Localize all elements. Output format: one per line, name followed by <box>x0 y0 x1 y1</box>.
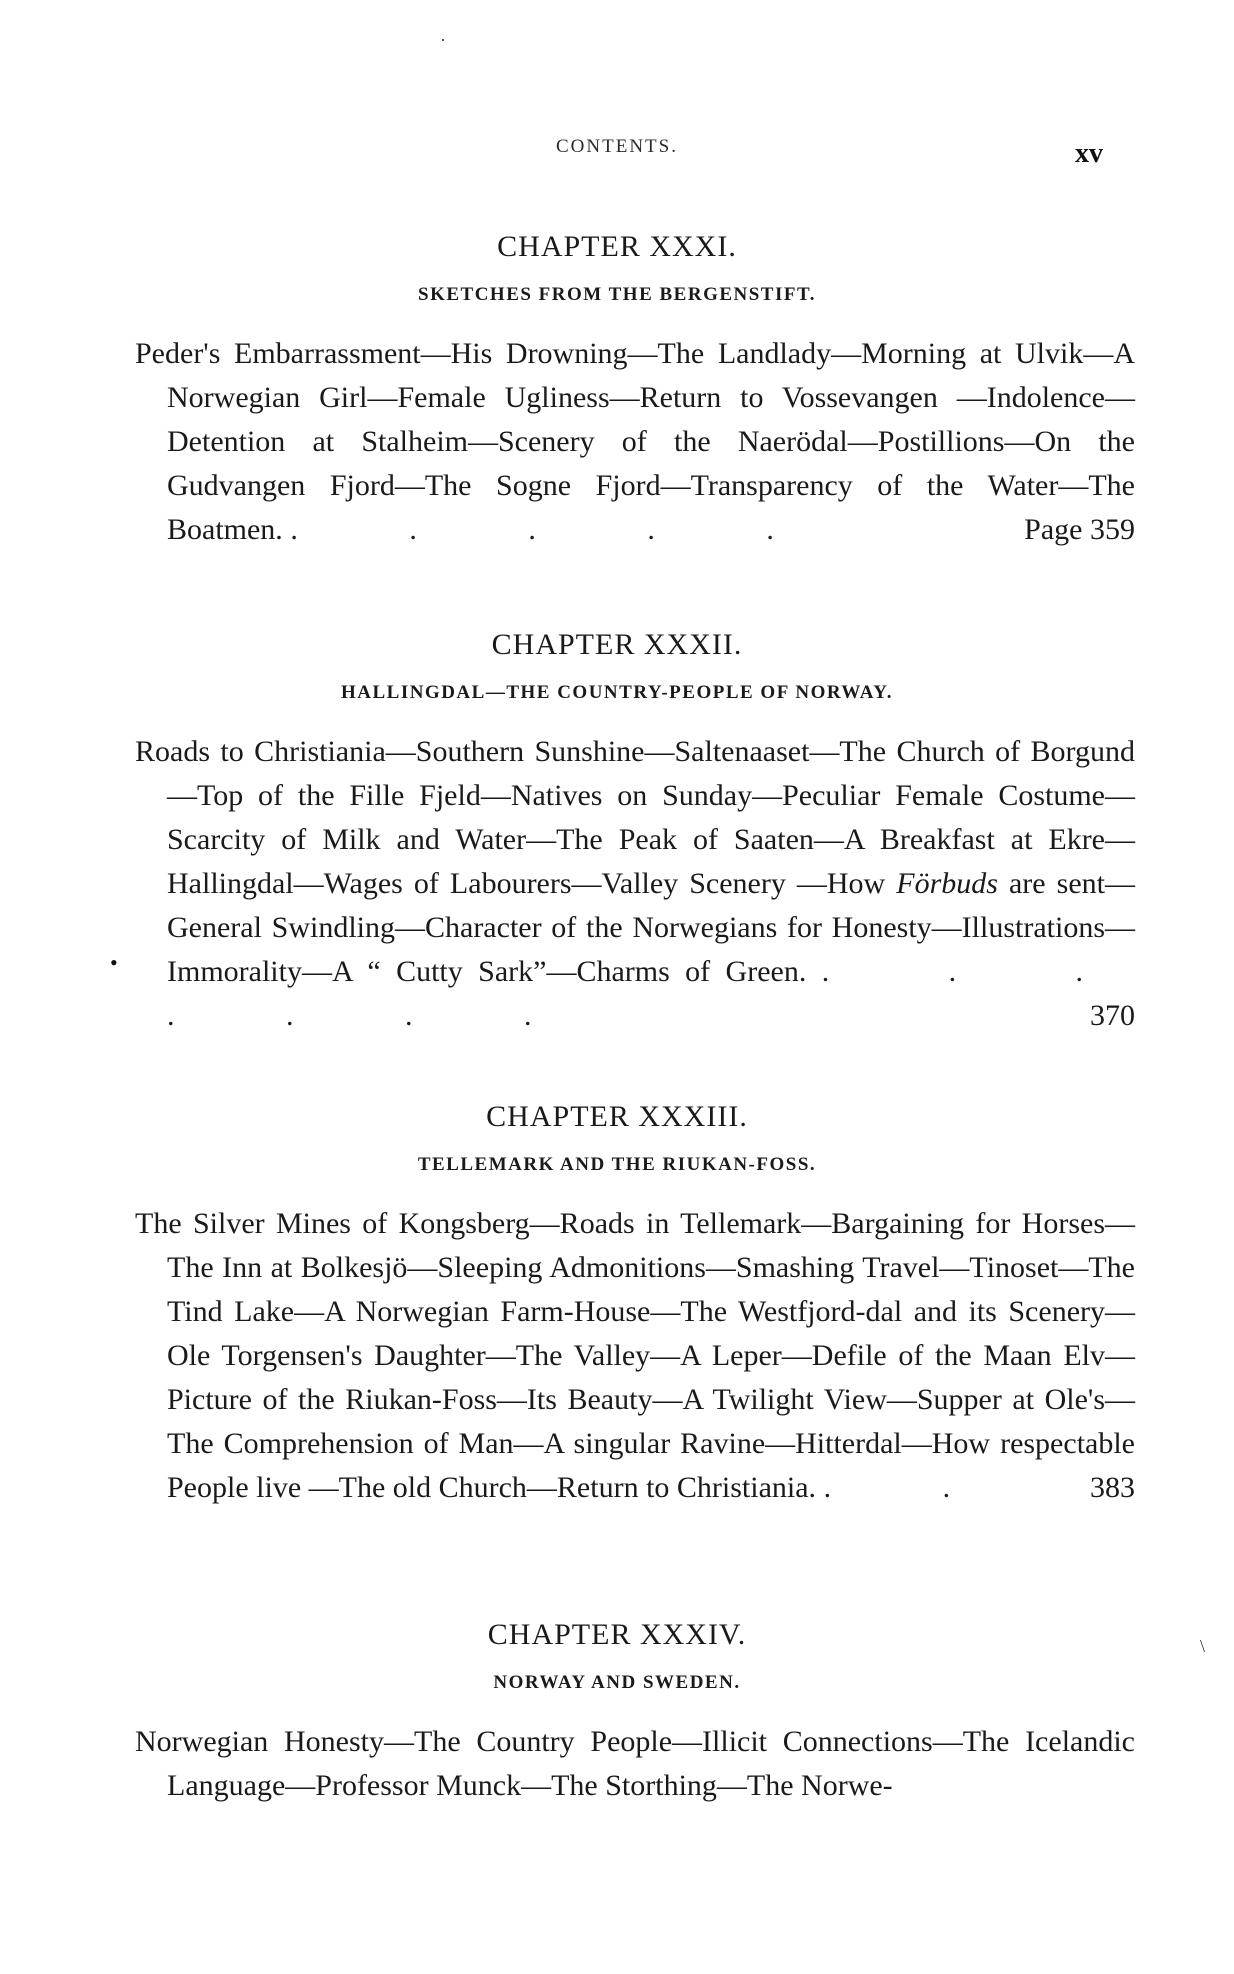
stray-tick: \ <box>1200 1636 1206 1656</box>
chapter-title: CHAPTER XXXIV. <box>487 1618 747 1651</box>
page-number: xv <box>1075 138 1103 169</box>
chapter-summary <box>135 1202 1135 1510</box>
chapter-32 <box>0 628 1234 1038</box>
summary-italic-term: Förbuds <box>896 867 998 900</box>
chapter-title: CHAPTER XXXIII. <box>486 1100 748 1133</box>
summary-text: Norwegian Honesty—The Country People—Illicit Connections—The Icelandic Language—Professor Munck—The Storthing—The Norwe- <box>135 1725 1135 1802</box>
chapter-33 <box>0 1100 1234 1510</box>
chapter-subtitle: HALLINGDAL—THE COUNTRY-PEOPLE OF NORWAY. <box>340 682 894 703</box>
margin-dot: • <box>110 950 118 975</box>
dot-leader: . . <box>823 1471 1003 1504</box>
top-speck: · <box>440 30 446 50</box>
page-reference: 383 <box>1090 1471 1135 1504</box>
summary-text: Roads to Christiania—Southern Sunshine—Saltenaaset—The Church of Borgund—Top of the Fille Fjeld—Natives on Sunday—Peculiar Female Costume—Scarcity of Milk and Water—The Peak of Saaten—A Breakfast at Ekre—Hallingdal—Wages of Labourers—Valley Scenery —How <box>135 735 1135 900</box>
chapter-summary <box>135 730 1135 1038</box>
chapter-subtitle: SKETCHES FROM THE BERGENSTIFT. <box>418 284 816 305</box>
chapter-summary <box>135 1720 1135 1808</box>
summary-text: The Silver Mines of Kongsberg—Roads in Tellemark—Bargaining for Horses—The Inn at Bolkesjö—Sleeping Admonitions—Smashing Travel—Tinoset—The Tind Lake—A Norwegian Farm-House—The Westfjord-dal and its Scenery—Ole Torgensen's Daughter—The Valley—A Leper—Defile of the Maan Elv—Picture of the Riukan-Foss—Its Beauty—A Twilight View—Supper at Ole's—The Comprehension of Man—A singular Ravine—Hitterdal—How respectable People live —The old Church—Return to Christiania. <box>135 1207 1135 1504</box>
dot-leader: . . . . . <box>290 513 826 546</box>
chapter-summary <box>135 332 1135 552</box>
chapter-34 <box>0 1618 1234 1808</box>
chapter-subtitle: NORWAY AND SWEDEN. <box>493 1672 741 1693</box>
chapter-subtitle: TELLEMARK AND THE RIUKAN-FOSS. <box>417 1154 817 1175</box>
page-reference: 370 <box>1090 999 1135 1032</box>
summary-text: Peder's Embarrassment—His Drowning—The Landlady—Morning at Ulvik—A Norwegian Girl—Female Ugliness—Return to Vossevangen —Indolence—Detention at Stalheim—Scenery of the Naerödal—Postillions—On the Gudvangen Fjord—The Sogne Fjord—Transparency of the Water—The Boatmen. <box>135 337 1135 546</box>
summary-text-continued: are sent—General Swindling—Character of the Norwegians for Honesty—Illustrations—Immorality—A “ Cutty Sark”—Charms of Green. <box>167 867 1135 988</box>
page-reference: Page 359 <box>1024 513 1135 546</box>
running-head: CONTENTS. <box>556 136 678 157</box>
dot-leader: . . . . . . . <box>167 955 1135 1032</box>
chapter-31 <box>0 230 1234 552</box>
chapter-title: CHAPTER XXXI. <box>497 230 737 263</box>
chapter-title: CHAPTER XXXII. <box>491 628 743 661</box>
